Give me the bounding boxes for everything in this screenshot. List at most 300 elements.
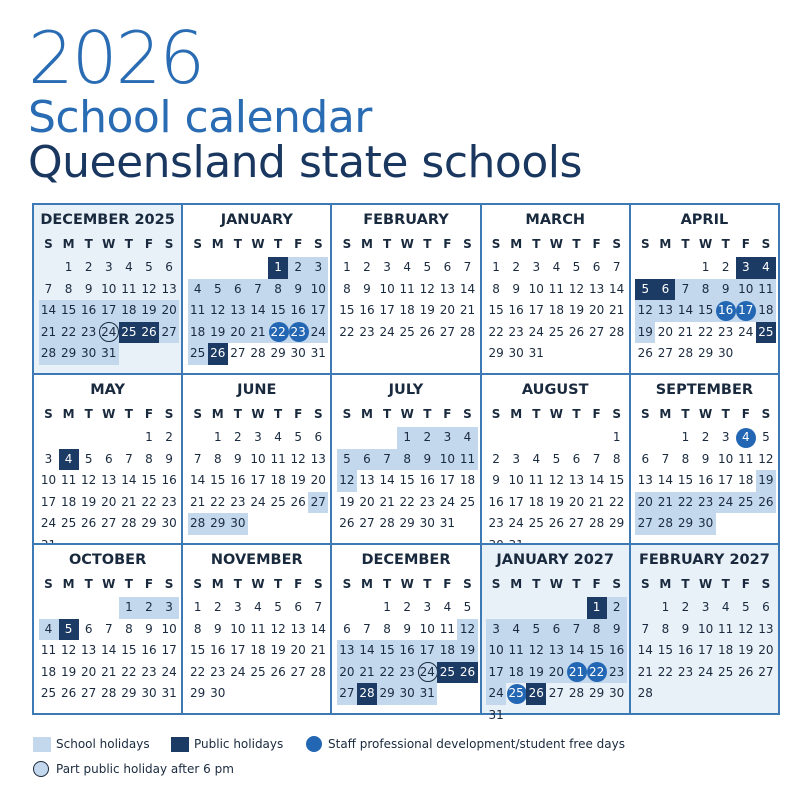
day-number: 4 [552, 260, 561, 274]
day-number: 16 [697, 473, 714, 487]
day-number: 13 [81, 643, 97, 657]
day-number: 28 [637, 686, 653, 700]
day-number: 25 [548, 324, 565, 339]
weekday-label: T [681, 237, 690, 251]
day-number: 1 [661, 600, 670, 614]
day-number: 12 [758, 451, 774, 466]
weekday-label: S [612, 577, 622, 591]
day-number: 9 [363, 281, 371, 296]
day-number: 26 [758, 494, 774, 509]
day-number: 30 [419, 516, 435, 530]
day-number: 19 [141, 303, 157, 317]
calendar-title: Queensland state schools [28, 137, 582, 188]
weekday-label: S [164, 407, 174, 421]
day-number: 27 [290, 664, 306, 679]
day-number: 23 [419, 494, 435, 509]
day-number: 27 [339, 686, 355, 700]
weekday-label: T [233, 577, 242, 591]
day-number: 23 [141, 664, 157, 679]
weekday-label: T [273, 577, 283, 591]
weekday-label: W [698, 237, 713, 251]
weekday-label: S [491, 577, 501, 591]
day-number: 2 [145, 600, 153, 614]
weekday-label: S [640, 407, 650, 421]
month-title: FEBRUARY [363, 212, 449, 228]
day-number: 19 [210, 324, 226, 339]
weekday-label: M [361, 407, 373, 421]
day-number: 13 [657, 303, 674, 317]
weekday-label: S [761, 407, 771, 421]
day-number: 5 [145, 260, 153, 274]
day-number: 19 [459, 643, 476, 657]
month-title: DECEMBER 2025 [40, 212, 175, 228]
month-title: JANUARY 2027 [496, 552, 614, 568]
day-number: 25 [121, 324, 137, 339]
weekday-label: S [313, 237, 323, 251]
day-number: 22 [399, 494, 415, 509]
month-4 [629, 203, 780, 375]
day-number: 13 [290, 621, 306, 636]
day-number: 6 [592, 260, 601, 274]
day-number: 8 [403, 451, 411, 466]
weekday-label: S [761, 237, 771, 251]
day-number: 16 [419, 473, 435, 487]
day-number: 18 [60, 494, 77, 509]
day-number: 10 [161, 621, 177, 636]
day-number: 5 [641, 281, 650, 296]
day-number: 5 [741, 600, 750, 614]
day-number: 17 [439, 473, 456, 487]
day-number: 9 [423, 451, 432, 466]
weekday-label: S [44, 407, 53, 421]
day-number: 27 [568, 516, 585, 530]
day-number: 25 [190, 346, 206, 360]
day-number: 13 [588, 281, 605, 296]
day-number: 28 [588, 516, 605, 530]
day-number: 5 [552, 451, 561, 466]
weekday-label: F [592, 407, 601, 421]
day-number: 3 [701, 600, 710, 614]
weekday-label: F [443, 577, 452, 591]
day-number: 1 [193, 600, 202, 614]
day-number: 7 [254, 281, 262, 296]
day-number: 2 [84, 260, 93, 274]
day-number: 14 [379, 473, 395, 487]
day-number: 23 [488, 516, 504, 530]
day-number: 25 [270, 494, 286, 509]
weekday-label: S [193, 237, 203, 251]
day-number: 8 [661, 621, 670, 636]
day-number: 3 [104, 260, 113, 274]
day-number: 29 [697, 346, 714, 360]
day-number: 1 [701, 260, 710, 274]
weekday-label: F [741, 237, 750, 251]
day-number: 13 [548, 643, 565, 657]
day-number: 10 [40, 473, 57, 487]
day-number: 2 [512, 260, 520, 274]
day-number: 15 [379, 643, 395, 657]
day-number: 29 [121, 686, 137, 700]
legend-part-public-holiday: Part public holiday after 6 pm [56, 762, 234, 776]
day-number: 4 [44, 621, 53, 636]
day-number: 3 [383, 260, 391, 274]
weekday-label: T [532, 237, 541, 251]
day-number: 14 [677, 303, 694, 317]
weekday-label: S [491, 407, 501, 421]
weekday-label: T [572, 577, 581, 591]
day-number: 26 [548, 516, 565, 530]
weekday-label: S [193, 407, 203, 421]
day-number: 12 [290, 451, 306, 466]
day-number: 14 [459, 281, 476, 296]
day-number: 11 [190, 303, 206, 317]
day-number: 17 [250, 473, 266, 487]
day-number: 29 [270, 346, 286, 360]
day-number: 4 [721, 600, 730, 614]
weekday-label: M [62, 577, 75, 591]
day-number: 21 [190, 494, 206, 509]
weekday-label: M [510, 407, 523, 421]
day-number: 3 [741, 260, 750, 274]
day-number: 2 [681, 600, 690, 614]
day-number: 28 [359, 686, 375, 700]
day-number: 16 [677, 643, 694, 657]
day-number: 17 [419, 643, 435, 657]
day-number: 18 [738, 473, 754, 487]
weekday-label: T [84, 237, 93, 251]
day-number: 16 [718, 303, 734, 317]
day-number: 11 [250, 621, 266, 636]
weekday-label: F [294, 407, 303, 421]
day-number: 17 [161, 643, 177, 657]
day-number: 4 [741, 430, 750, 444]
day-number: 6 [641, 451, 650, 466]
legend-public-holidays: Public holidays [194, 737, 284, 751]
weekday-label: W [251, 577, 265, 591]
day-number: 15 [270, 303, 286, 317]
day-number: 5 [532, 621, 541, 636]
weekday-label: T [233, 407, 242, 421]
day-number: 15 [657, 643, 674, 657]
weekday-label: T [532, 577, 541, 591]
day-number: 25 [738, 494, 754, 509]
day-number: 1 [383, 600, 391, 614]
day-number: 7 [383, 451, 391, 466]
day-number: 13 [101, 473, 117, 487]
day-number: 4 [64, 451, 73, 466]
day-number: 22 [60, 324, 77, 339]
day-number: 6 [343, 621, 351, 636]
day-number: 22 [697, 324, 714, 339]
day-number: 26 [210, 346, 226, 360]
day-number: 6 [104, 451, 113, 466]
weekday-label: S [44, 237, 53, 251]
day-number: 28 [379, 516, 395, 530]
day-number: 11 [758, 281, 774, 296]
day-number: 22 [657, 664, 674, 679]
day-number: 10 [419, 621, 435, 636]
day-number: 10 [508, 473, 524, 487]
day-number: 22 [141, 494, 157, 509]
weekday-label: M [211, 407, 224, 421]
weekday-label: M [361, 577, 373, 591]
day-number: 24 [528, 324, 544, 339]
day-number: 29 [399, 516, 415, 530]
day-number: 1 [681, 430, 690, 444]
day-number: 9 [681, 621, 690, 636]
day-number: 7 [612, 260, 621, 274]
day-number: 20 [439, 303, 456, 317]
day-number: 7 [463, 260, 472, 274]
day-number: 27 [637, 516, 653, 530]
day-number: 12 [81, 473, 97, 487]
day-number: 23 [399, 664, 415, 679]
day-number: 17 [379, 303, 395, 317]
day-number: 13 [439, 281, 456, 296]
day-number: 9 [492, 473, 500, 487]
day-number: 15 [60, 303, 77, 317]
day-number: 24 [439, 494, 456, 509]
day-number: 9 [294, 281, 302, 296]
weekday-label: S [313, 577, 323, 591]
day-number: 23 [290, 324, 306, 339]
day-number: 3 [423, 600, 432, 614]
month-1 [181, 203, 332, 375]
day-number: 13 [758, 621, 774, 636]
weekday-label: M [659, 577, 672, 591]
month-13 [480, 543, 631, 722]
weekday-label: T [572, 407, 581, 421]
weekday-label: M [659, 407, 672, 421]
day-number: 31 [310, 346, 326, 360]
day-number: 22 [609, 494, 625, 509]
day-number: 19 [568, 303, 585, 317]
day-number: 16 [399, 643, 415, 657]
day-number: 30 [697, 516, 714, 530]
day-number: 2 [234, 430, 242, 444]
day-number: 15 [677, 473, 694, 487]
day-number: 13 [568, 473, 585, 487]
month-title: FEBRUARY 2027 [638, 552, 770, 568]
day-number: 20 [81, 664, 97, 679]
weekday-label: W [698, 577, 713, 591]
day-number: 16 [141, 643, 157, 657]
day-number: 29 [488, 346, 504, 360]
day-number: 18 [548, 303, 565, 317]
day-number: 21 [379, 494, 395, 509]
day-number: 18 [439, 643, 456, 657]
day-number: 13 [310, 451, 326, 466]
day-number: 3 [234, 600, 242, 614]
day-number: 21 [250, 324, 266, 339]
day-number: 12 [270, 621, 286, 636]
day-number: 20 [568, 494, 585, 509]
day-number: 13 [230, 303, 246, 317]
day-number: 13 [339, 643, 355, 657]
day-number: 4 [125, 260, 133, 274]
day-number: 10 [528, 281, 544, 296]
day-number: 24 [310, 324, 326, 339]
day-number: 12 [339, 473, 355, 487]
day-number: 5 [423, 260, 432, 274]
day-number: 20 [101, 494, 117, 509]
day-number: 24 [508, 516, 524, 530]
day-number: 10 [697, 621, 714, 636]
day-number: 14 [588, 473, 605, 487]
day-number: 31 [488, 707, 504, 722]
day-number: 17 [40, 494, 57, 509]
day-number: 30 [161, 516, 177, 530]
day-number: 12 [210, 303, 226, 317]
day-number: 10 [439, 451, 456, 466]
day-number: 3 [314, 260, 323, 274]
day-number: 18 [250, 643, 266, 657]
weekday-label: W [102, 577, 116, 591]
day-number: 15 [609, 473, 625, 487]
day-number: 6 [165, 260, 173, 274]
day-number: 27 [548, 686, 565, 700]
weekday-label: F [144, 407, 154, 421]
weekday-label: M [510, 237, 523, 251]
weekday-label: T [84, 407, 93, 421]
day-number: 11 [399, 281, 415, 296]
day-number: 23 [359, 324, 375, 339]
day-number: 17 [488, 664, 504, 679]
weekday-label: T [721, 577, 730, 591]
weekday-label: M [659, 237, 672, 251]
day-number: 19 [738, 643, 754, 657]
part-holiday-swatch [33, 761, 49, 777]
day-number: 23 [718, 324, 734, 339]
day-number: 2 [423, 430, 432, 444]
day-number: 11 [270, 451, 286, 466]
month-12 [330, 543, 481, 715]
weekday-label: S [164, 237, 174, 251]
day-number: 28 [657, 516, 674, 530]
day-number: 15 [488, 303, 504, 317]
day-number: 19 [419, 303, 435, 317]
weekday-label: F [443, 237, 452, 251]
day-number: 28 [568, 686, 585, 700]
day-number: 5 [294, 430, 302, 444]
day-number: 11 [40, 643, 57, 657]
day-number: 16 [81, 303, 97, 317]
day-number: 8 [343, 281, 351, 296]
day-number: 6 [661, 281, 670, 296]
day-number: 28 [101, 686, 117, 700]
day-number: 8 [701, 281, 710, 296]
day-number: 12 [419, 281, 435, 296]
day-number: 14 [657, 473, 674, 487]
day-number: 19 [81, 494, 97, 509]
day-number: 15 [697, 303, 714, 317]
day-number: 13 [637, 473, 653, 487]
day-number: 7 [104, 621, 113, 636]
day-number: 13 [161, 281, 177, 296]
month-title: APRIL [680, 212, 729, 228]
day-number: 22 [270, 324, 286, 339]
day-number: 3 [443, 430, 452, 444]
day-number: 25 [60, 516, 77, 530]
day-number: 15 [141, 473, 157, 487]
legend-school-holidays: School holidays [56, 737, 150, 751]
day-number: 1 [612, 430, 621, 444]
weekday-label: S [640, 237, 650, 251]
day-number: 15 [399, 473, 415, 487]
calendar-subtitle: School calendar [28, 92, 372, 143]
day-number: 11 [508, 643, 524, 657]
day-number: 27 [101, 516, 117, 530]
day-number: 29 [60, 346, 77, 360]
day-number: 6 [363, 451, 371, 466]
day-number: 8 [592, 621, 601, 636]
day-number: 7 [592, 451, 601, 466]
day-number: 1 [125, 600, 133, 614]
day-number: 1 [343, 260, 351, 274]
day-number: 4 [762, 260, 770, 274]
day-number: 1 [592, 600, 601, 614]
day-number: 14 [250, 303, 266, 317]
day-number: 9 [234, 451, 242, 466]
month-title: JUNE [237, 382, 277, 398]
day-number: 22 [339, 324, 355, 339]
day-number: 26 [339, 516, 355, 530]
day-number: 10 [488, 643, 504, 657]
weekday-label: W [549, 407, 564, 421]
day-number: 4 [512, 621, 520, 636]
day-number: 20 [310, 473, 326, 487]
day-number: 25 [250, 664, 266, 679]
day-number: 24 [738, 324, 754, 339]
day-number: 11 [60, 473, 77, 487]
day-number: 6 [84, 621, 93, 636]
day-number: 2 [701, 430, 710, 444]
day-number: 15 [210, 473, 226, 487]
day-number: 6 [443, 260, 452, 274]
day-number: 29 [190, 686, 206, 700]
weekday-label: S [193, 577, 203, 591]
day-number: 25 [439, 664, 456, 679]
day-number: 2 [213, 600, 222, 614]
day-number: 8 [274, 281, 282, 296]
day-number: 3 [721, 430, 730, 444]
weekday-label: T [423, 577, 432, 591]
month-9 [629, 373, 780, 545]
weekday-label: W [251, 407, 265, 421]
day-number: 3 [492, 621, 500, 636]
day-number: 5 [463, 600, 472, 614]
day-number: 17 [697, 643, 714, 657]
day-number: 28 [609, 324, 625, 339]
weekday-label: F [144, 577, 154, 591]
weekday-label: T [721, 407, 730, 421]
day-number: 20 [758, 643, 774, 657]
month-title: MAY [90, 382, 125, 398]
day-number: 9 [165, 451, 173, 466]
day-number: 12 [459, 621, 476, 636]
weekday-label: T [124, 407, 133, 421]
day-number: 24 [40, 516, 57, 530]
day-number: 15 [121, 643, 137, 657]
weekday-label: S [342, 577, 352, 591]
day-number: 20 [359, 494, 375, 509]
day-number: 7 [363, 621, 371, 636]
day-number: 27 [310, 494, 326, 509]
weekday-label: S [612, 237, 622, 251]
weekday-label: T [84, 577, 93, 591]
weekday-label: T [382, 237, 392, 251]
weekday-label: T [273, 407, 283, 421]
